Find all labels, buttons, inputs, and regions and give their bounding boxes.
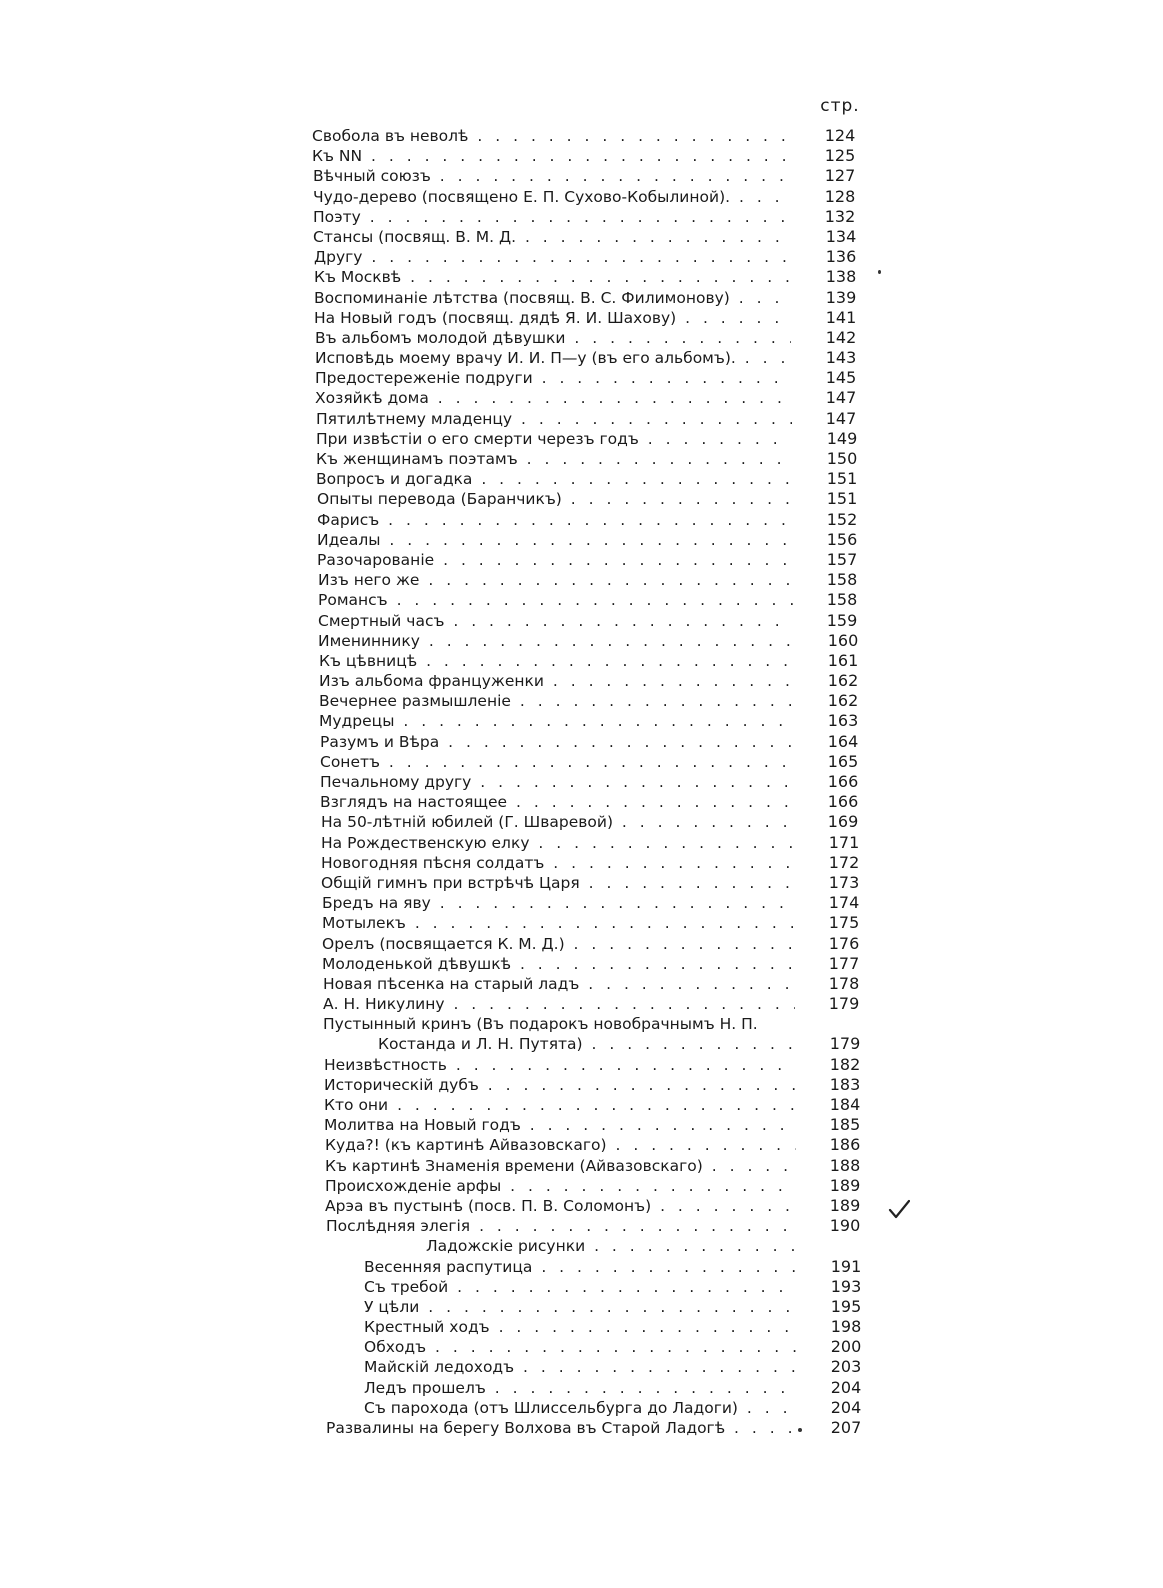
toc-entry — [0, 1257, 1163, 1277]
toc-entry — [0, 187, 1163, 207]
toc-entry — [0, 1075, 1163, 1095]
entry-title: Предостереженіе подруги . . . — [315, 368, 791, 388]
toc-entry — [0, 974, 1163, 994]
toc-entry — [0, 510, 1163, 530]
entry-page-number: 200 — [830, 1337, 862, 1357]
toc-entry — [0, 1135, 1163, 1155]
toc-entry — [0, 1095, 1163, 1115]
entry-title: Мотылекъ . . . — [322, 913, 795, 933]
entry-page-number: 132 — [824, 206, 856, 226]
toc-entry — [0, 994, 1163, 1014]
entry-page-number: 179 — [828, 994, 860, 1014]
entry-title: На 50-лѣтній юбилей (Г. Шваревой) . . . — [321, 812, 794, 832]
entry-page-number: 156 — [826, 529, 858, 549]
toc-entry — [0, 1156, 1163, 1176]
entry-title: Разочарованіе . . . — [317, 550, 793, 570]
toc-entry — [0, 590, 1163, 610]
entry-title: Вѣчный союзъ . . . — [313, 166, 790, 186]
toc-entry — [0, 893, 1163, 913]
entry-page-number: 185 — [829, 1115, 861, 1135]
toc-entry — [0, 1277, 1163, 1297]
toc-entry — [0, 1236, 1163, 1256]
toc-entry — [0, 166, 1163, 186]
toc-entry — [0, 631, 1163, 651]
entry-page-number: 162 — [827, 691, 859, 711]
entry-page-number: 191 — [830, 1256, 862, 1276]
entry-title: При извѣстіи о его смерти черезъ годъ . . . — [316, 429, 792, 449]
entry-title: Мудрецы . . . — [319, 711, 793, 731]
entry-page-number: 143 — [825, 348, 857, 368]
toc-entry — [0, 146, 1163, 166]
entry-title: Обходъ . . . — [364, 1337, 797, 1357]
entry-title: Къ NN . . . — [312, 146, 790, 166]
toc-entry — [0, 126, 1163, 146]
toc-entry — [0, 429, 1163, 449]
entry-page-number: 166 — [827, 792, 859, 812]
toc-entry — [0, 691, 1163, 711]
toc-entry — [0, 388, 1163, 408]
entry-title: Чудо-дерево (посвящено Е. П. Сухово-Кобылиной). . . . — [313, 187, 790, 207]
entry-page-number: 204 — [830, 1377, 862, 1397]
entry-page-number: 173 — [828, 872, 860, 892]
entry-title: Вопросъ и догадка . . . — [316, 469, 792, 489]
entry-title: Новогодняя пѣсня солдатъ . . . — [321, 853, 794, 873]
entry-title: Молитва на Новый годъ . . . — [324, 1115, 796, 1135]
entry-page-number: 204 — [830, 1397, 862, 1417]
entry-page-number: 160 — [827, 630, 859, 650]
toc-entry — [0, 368, 1163, 388]
entry-title: Другу . . . — [314, 247, 791, 267]
toc-entry — [0, 954, 1163, 974]
entry-page-number: 134 — [825, 226, 857, 246]
entry-page-number: 177 — [828, 953, 860, 973]
toc-entry — [0, 1378, 1163, 1398]
entry-page-number: 203 — [830, 1357, 862, 1377]
toc-entry — [0, 792, 1163, 812]
entry-page-number: 169 — [827, 812, 859, 832]
entry-title: Кто они . . . — [324, 1095, 796, 1115]
entry-title: Пустынный кринъ (Въ подарокъ новобрачнымъ Н. П. — [323, 1015, 758, 1034]
entry-page-number: 162 — [827, 671, 859, 691]
entry-title: Ладожскіе рисунки . . . — [426, 1236, 797, 1256]
entry-page-number: 149 — [826, 428, 858, 448]
entry-title: Пятилѣтнему младенцу . . . — [316, 409, 792, 429]
toc-entry — [0, 247, 1163, 267]
entry-title: Сонетъ . . . — [320, 752, 794, 772]
entry-title: Костанда и Л. Н. Путята) . . . — [378, 1034, 795, 1054]
entry-page-number: 157 — [826, 549, 858, 569]
toc-entry — [0, 288, 1163, 308]
entry-page-number: 190 — [829, 1216, 861, 1236]
entry-page-number: 161 — [827, 650, 859, 670]
toc-entry — [0, 833, 1163, 853]
toc-entry — [0, 1398, 1163, 1418]
toc-entry — [0, 934, 1163, 954]
entry-page-number: 198 — [830, 1317, 862, 1337]
entry-page-number: 164 — [827, 731, 859, 751]
entry-page-number: 195 — [830, 1296, 862, 1316]
toc-entry — [0, 1055, 1163, 1075]
entry-page-number: 189 — [829, 1175, 861, 1195]
entry-page-number: 158 — [826, 570, 858, 590]
entry-title: Изъ альбома француженки . . . — [319, 671, 793, 691]
entry-title: Неизвѣстность . . . — [324, 1055, 796, 1075]
entry-page-number: 158 — [826, 590, 858, 610]
entry-title: Исповѣдь моему врачу И. И. П—у (въ его альбомъ). . . . — [315, 348, 791, 368]
entry-title: Съ парохода (отъ Шлиссельбурга до Ладоги) . . . — [364, 1398, 798, 1418]
toc-entry — [0, 267, 1163, 287]
entry-page-number: 142 — [825, 327, 857, 347]
entry-title: Историческій дубъ . . . — [324, 1075, 796, 1095]
entry-title: Къ Москвѣ . . . — [314, 267, 791, 287]
toc-entry — [0, 489, 1163, 509]
entry-page-number: 207 — [830, 1418, 862, 1437]
entry-title: Куда?! (къ картинѣ Айвазовскаго) . . . — [325, 1135, 796, 1155]
toc-entry — [0, 348, 1163, 368]
entry-page-number: 147 — [825, 408, 857, 428]
toc-entry — [0, 530, 1163, 550]
entry-title: Въ альбомъ молодой дѣвушки . . . — [315, 328, 791, 348]
entry-title: Взглядъ на настоящее . . . — [320, 792, 794, 812]
toc-entry — [0, 409, 1163, 429]
toc-entry — [0, 1317, 1163, 1337]
entry-title: Идеалы . . . — [317, 530, 792, 550]
toc-entry — [0, 853, 1163, 873]
toc-entry — [0, 671, 1163, 691]
entry-page-number: 128 — [824, 186, 856, 206]
toc-entry — [0, 1297, 1163, 1317]
toc-entry — [0, 1176, 1163, 1196]
toc-entry — [0, 227, 1163, 247]
toc-entry — [0, 1337, 1163, 1357]
toc-entry — [0, 1357, 1163, 1377]
entry-page-number: 165 — [827, 751, 859, 771]
entry-title: Ледъ прошелъ . . . — [364, 1378, 797, 1398]
toc-entry — [0, 469, 1163, 489]
entry-page-number: 141 — [825, 307, 857, 327]
toc-entry — [0, 611, 1163, 631]
toc-entry — [0, 752, 1163, 772]
entry-title: Бредъ на яву . . . — [322, 893, 795, 913]
entry-title: А. Н. Никулину . . . — [323, 994, 795, 1014]
entry-title: Къ картинѣ Знаменія времени (Айвазовскаго) . . . — [325, 1156, 796, 1176]
entry-page-number: 186 — [829, 1135, 861, 1155]
entry-page-number: 159 — [826, 610, 858, 630]
toc-entry — [0, 207, 1163, 227]
entry-page-number: 145 — [825, 368, 857, 388]
ink-speck — [878, 270, 881, 274]
entry-page-number: 175 — [828, 913, 860, 933]
entry-title: Поэту . . . — [313, 207, 790, 227]
entry-title: Майскій ледоходъ . . . — [364, 1357, 797, 1377]
entry-page-number: 188 — [829, 1155, 861, 1175]
pencil-check-mark — [888, 1198, 910, 1220]
page-column-header: стр. — [820, 96, 860, 116]
entry-page-number: 125 — [824, 146, 856, 166]
entry-title: Крестный ходъ . . . — [364, 1317, 797, 1337]
entry-title: Опыты перевода (Баранчикъ) . . . — [317, 489, 792, 509]
toc-entry — [0, 308, 1163, 328]
entry-page-number: 139 — [825, 287, 857, 307]
entry-title: Имениннику . . . — [318, 631, 793, 651]
entry-page-number: 163 — [827, 711, 859, 731]
entry-page-number: 151 — [826, 469, 858, 489]
entry-page-number: 174 — [828, 893, 860, 913]
toc-entry — [0, 1418, 1163, 1438]
ink-speck — [798, 1428, 802, 1432]
toc-entry — [0, 732, 1163, 752]
entry-page-number: 138 — [825, 267, 857, 287]
entry-title: У цѣли . . . — [364, 1297, 797, 1317]
entry-page-number: 124 — [824, 126, 856, 145]
entry-page-number: 193 — [830, 1276, 862, 1296]
toc-entry — [0, 711, 1163, 731]
entry-title: Орелъ (посвящается К. М. Д.) . . . — [322, 934, 795, 954]
toc-entry — [0, 812, 1163, 832]
toc-entry — [0, 651, 1163, 671]
entry-title: Воспоминаніе лѣтства (посвящ. В. С. Филимонову) . . . — [314, 288, 791, 308]
toc-entry — [0, 772, 1163, 792]
table-of-contents — [0, 126, 1163, 1438]
entry-title: Происхожденіе арфы . . . — [325, 1176, 796, 1196]
entry-title: Весенняя распутица . . . — [364, 1257, 797, 1277]
toc-entry — [0, 550, 1163, 570]
toc-entry — [0, 1196, 1163, 1216]
entry-title: Къ цѣвницѣ . . . — [319, 651, 793, 671]
entry-page-number: 183 — [829, 1074, 861, 1094]
toc-entry — [0, 449, 1163, 469]
entry-title: Развалины на берегу Волхова въ Старой Ладогѣ . . . — [326, 1418, 798, 1438]
entry-page-number: 182 — [829, 1054, 861, 1074]
entry-page-number: 152 — [826, 509, 858, 529]
entry-title: Съ требой . . . — [364, 1277, 797, 1297]
entry-title: На Новый годъ (посвящ. дядѣ Я. И. Шахову) . . . — [314, 308, 791, 328]
entry-page-number: 176 — [828, 933, 860, 953]
entry-page-number: 178 — [828, 973, 860, 993]
entry-page-number: 136 — [825, 247, 857, 267]
entry-page-number: 127 — [824, 166, 856, 186]
entry-title: Новая пѣсенка на старый ладъ . . . — [323, 974, 795, 994]
entry-title: Послѣдняя элегія . . . — [326, 1216, 796, 1236]
entry-title: Хозяйкѣ дома . . . — [315, 388, 792, 408]
entry-page-number: 179 — [829, 1034, 861, 1054]
entry-page-number: 166 — [827, 772, 859, 791]
toc-entry — [0, 328, 1163, 348]
entry-title: Вечернее размышленіе . . . — [319, 691, 793, 711]
entry-page-number: 151 — [826, 489, 858, 509]
entry-title: Молоденькой дѣвушкѣ . . . — [322, 954, 795, 974]
entry-title: Арэа въ пустынѣ (посв. П. В. Соломонъ) . . . — [325, 1196, 796, 1216]
entry-title: На Рождественскую елку . . . — [321, 833, 794, 853]
entry-page-number: 184 — [829, 1095, 861, 1114]
entry-title: Къ женщинамъ поэтамъ . . . — [316, 449, 792, 469]
entry-title: Романсъ . . . — [318, 590, 793, 610]
entry-title: Смертный часъ . . . — [318, 611, 793, 631]
toc-entry — [0, 1034, 1163, 1054]
entry-page-number: 171 — [828, 832, 860, 852]
entry-page-number: 150 — [826, 449, 858, 468]
toc-entry — [0, 1014, 1163, 1034]
entry-page-number: 147 — [825, 388, 857, 408]
entry-page-number: 189 — [829, 1195, 861, 1215]
toc-entry — [0, 873, 1163, 893]
entry-title: Стансы (посвящ. В. М. Д. . . . — [313, 227, 791, 247]
toc-entry — [0, 570, 1163, 590]
entry-title: Свобола въ неволѣ . . . — [312, 126, 790, 146]
toc-entry — [0, 1115, 1163, 1135]
toc-entry — [0, 913, 1163, 933]
entry-title: Изъ него же . . . — [318, 570, 793, 590]
entry-page-number: 172 — [828, 852, 860, 872]
toc-entry — [0, 1216, 1163, 1236]
entry-title: Разумъ и Вѣра . . . — [320, 732, 794, 752]
entry-title: Фарисъ . . . — [317, 510, 792, 530]
entry-title: Печальному другу . . . — [320, 772, 794, 792]
entry-title: Общій гимнъ при встрѣчѣ Царя . . . — [321, 873, 794, 893]
